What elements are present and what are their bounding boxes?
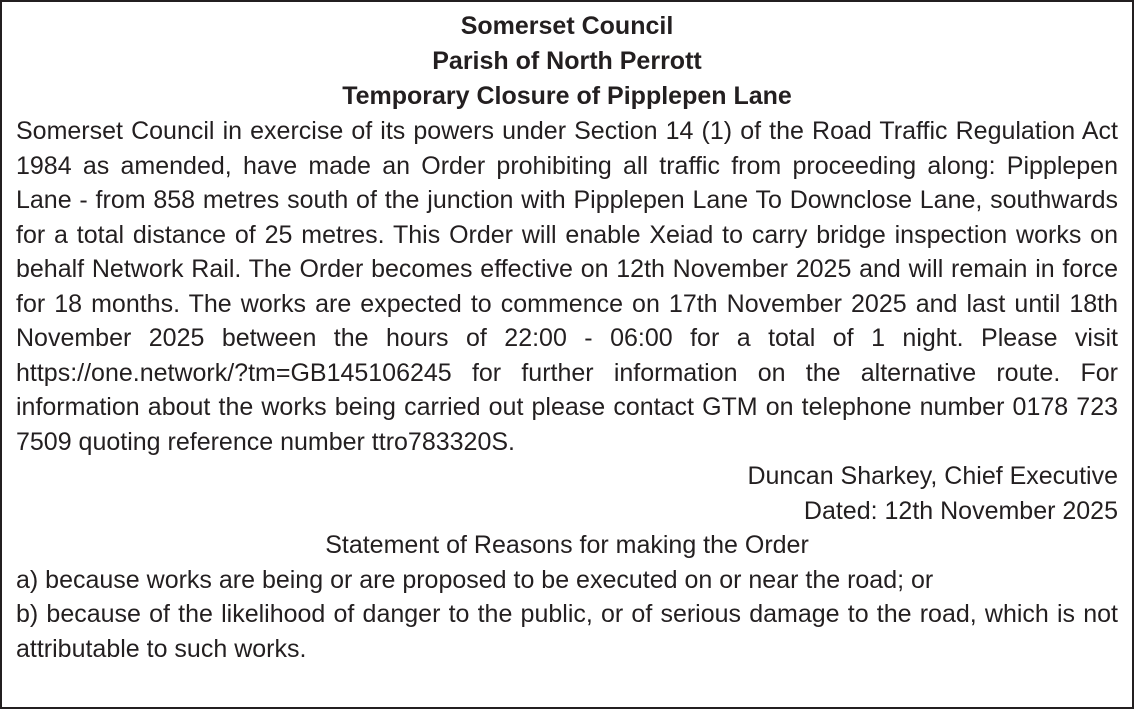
notice-title: Temporary Closure of Pipplepen Lane	[342, 82, 792, 110]
reason-item-a: a) because works are being or are proposed to be executed on or near the road; or	[16, 565, 934, 594]
reasons-heading: Statement of Reasons for making the Order	[325, 531, 809, 559]
order-paragraph: Somerset Council in exercise of its powers under Section 14 (1) of the Road Traffic Regulation Act 1984 as amended, have made an Order prohibiting all traffic from proceeding along: Pipplepen Lane - from 858 metres south of the junction with Pipplepen Lane To Downclose Lane, southwards for a total distance of 25 metres. This Order will enable Xeiad to carry bridge inspection works on behalf Network Rail. The Order becomes effective on 12th November 2025 and will remain in force for 18 months. The works are expected to commence on 17th November 2025 and last until 18th November 2025 between the hours of 22:00 - 06:00 for a total of 1 night. Please visit https://one.network/?tm=GB145106245 for further information on the alternative route. For information about the works being carried out please contact GTM on telephone number 0178 723 7509 quoting reference number ttro783320S.	[16, 117, 1118, 456]
council-name: Somerset Council	[460, 12, 674, 40]
parish-name: Parish of North Perrott	[432, 47, 702, 75]
date-line: Dated: 12th November 2025	[803, 496, 1118, 525]
signatory: Duncan Sharkey, Chief Executive	[747, 462, 1118, 490]
reason-item-b: b) because of the likelihood of danger to the public, or of serious damage to the road, which is not attributable to such works.	[16, 600, 1118, 663]
